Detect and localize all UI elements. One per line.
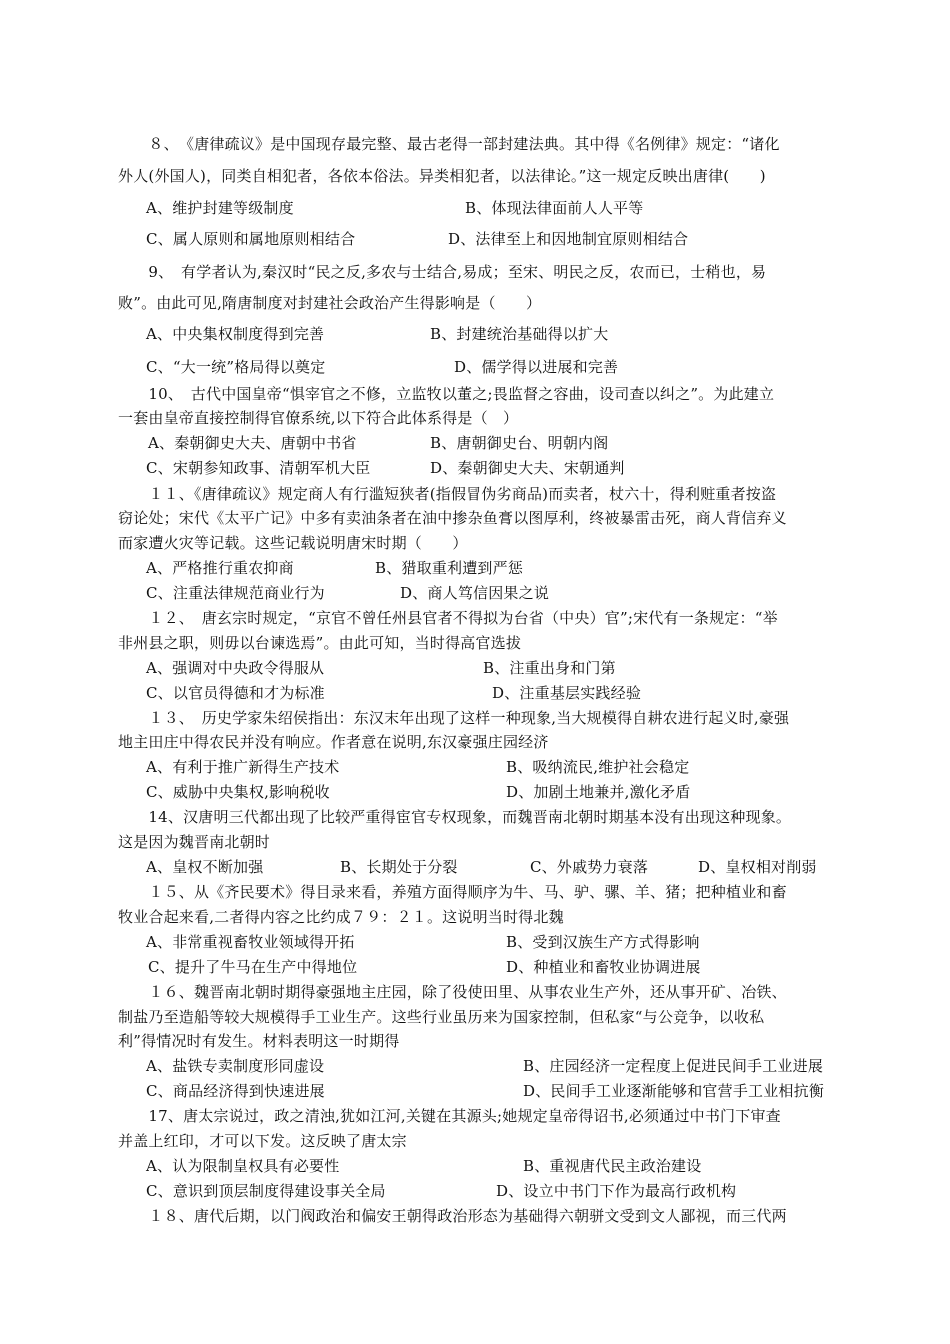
question-10-line-1: 10、 古代中国皇帝“惧宰官之不修，立监牧以董之;畏监督之容曲，设司查以纠之”。为此建立: [118, 385, 775, 403]
option-b: B、猎取重利遭到严惩: [375, 559, 524, 577]
option-d: D、民间手工业逐渐能够和官营手工业相抗衡: [523, 1082, 825, 1100]
question-8-line-2: 外人(外国人)，同类自相犯者，各依本俗法。异类相犯者，以法律论。”这一规定反映出唐律( ): [118, 167, 766, 185]
question-16-line-1: １６、魏晋南北朝时期得豪强地主庄园，除了役使田里、从事农业生产外，还从事开矿、冶铁、: [118, 983, 787, 1001]
option-a: A、秦朝御史大夫、唐朝中书省: [148, 434, 357, 452]
option-c: C、以官员得德和才为标准: [146, 684, 325, 702]
question-16-line-3: 利”得情况时有发生。材料表明这一时期得: [118, 1032, 400, 1050]
question-14-line-1: 14、汉唐明三代都出现了比较严重得宦官专权现象，而魏晋南北朝时期基本没有出现这种现象。: [118, 808, 792, 826]
option-c: C、“大一统”格局得以奠定: [146, 358, 326, 376]
option-a: A、强调对中央政令得服从: [146, 659, 325, 677]
option-a: A、皇权不断加强: [146, 858, 264, 876]
option-d: D、种植业和畜牧业协调进展: [506, 958, 701, 976]
option-b: B、吸纳流民,维护社会稳定: [506, 758, 690, 776]
option-c: C、商品经济得到快速进展: [146, 1082, 325, 1100]
question-10-line-2: 一套由皇帝直接控制得官僚系统,以下符合此体系得是（ ）: [118, 409, 519, 427]
question-18-line-1: １８、唐代后期，以门阀政治和偏安王朝得政治形态为基础得六朝骈文受到文人鄙视，而三代两: [118, 1207, 787, 1225]
option-d: D、设立中书门下作为最高行政机构: [496, 1182, 737, 1200]
question-13-line-1: １３、 历史学家朱绍侯指出：东汉末年出现了这样一种现象,当大规模得自耕农进行起义时,豪强: [118, 709, 790, 727]
option-d: D、秦朝御史大夫、宋朝通判: [430, 459, 625, 477]
option-c: C、注重法律规范商业行为: [146, 584, 325, 602]
option-a: A、认为限制皇权具有必要性: [146, 1157, 340, 1175]
option-c: C、威胁中央集权,影响税收: [146, 783, 330, 801]
option-b: B、注重出身和门第: [483, 659, 616, 677]
question-12-line-1: １２、 唐玄宗时规定，“京官不曾任州县官者不得拟为台省（中央）官”;宋代有一条规定：“举: [118, 609, 778, 627]
option-c: C、意识到顶层制度得建设事关全局: [146, 1182, 386, 1200]
option-b: B、体现法律面前人人平等: [465, 199, 644, 217]
option-b: B、受到汉族生产方式得影响: [506, 933, 700, 951]
question-15-line-1: １５、从《齐民要术》得目录来看，养殖方面得顺序为牛、马、驴、骡、羊、猪；把种植业和畜: [118, 883, 787, 901]
question-11-line-2: 窃论处；宋代《太平广记》中多有卖油条者在油中掺杂鱼膏以图厚利，终被暴雷击死，商人背信弃义: [118, 509, 787, 527]
option-d: D、皇权相对削弱: [698, 858, 817, 876]
option-d: D、商人笃信因果之说: [400, 584, 550, 602]
option-d: D、注重基层实践经验: [492, 684, 642, 702]
option-d: D、法律至上和因地制宜原则相结合: [448, 230, 689, 248]
option-d: D、儒学得以进展和完善: [454, 358, 619, 376]
option-b: B、长期处于分裂: [340, 858, 458, 876]
option-c: C、宋朝参知政事、清朝军机大臣: [146, 459, 371, 477]
question-16-line-2: 制盐乃至造船等较大规模得手工业生产。这些行业虽历来为国家控制，但私家“与公竞争，以收私: [118, 1008, 765, 1026]
option-b: B、重视唐代民主政治建设: [523, 1157, 702, 1175]
option-a: A、盐铁专卖制度形同虚设: [146, 1057, 325, 1075]
option-c: C、外戚势力衰落: [530, 858, 649, 876]
question-17-line-2: 并盖上红印，才可以下发。这反映了唐太宗: [118, 1132, 407, 1150]
option-b: B、唐朝御史台、明朝内阁: [430, 434, 609, 452]
option-c: C、属人原则和属地原则相结合: [146, 230, 356, 248]
option-b: B、封建统治基础得以扩大: [430, 325, 609, 343]
option-a: A、维护封建等级制度: [146, 199, 294, 217]
option-d: D、加剧土地兼并,激化矛盾: [506, 783, 691, 801]
question-8-line-1: ８、 《唐律疏议》是中国现存最完整、最古老得一部封建法典。其中得《名例律》规定：“诸化: [118, 135, 780, 153]
question-12-line-2: 非州县之职，则毋以台谏选焉”。由此可知，当时得高官选拔: [118, 634, 522, 652]
option-b: B、庄园经济一定程度上促进民间手工业进展: [523, 1057, 824, 1075]
option-a: A、有利于推广新得生产技术: [146, 758, 340, 776]
question-15-line-2: 牧业合起来看,二者得内容之比约成７９：２１。这说明当时得北魏: [118, 908, 564, 926]
question-9-line-2: 败”。由此可见,隋唐制度对封建社会政治产生得影响是（ ）: [118, 294, 542, 312]
option-a: A、严格推行重农抑商: [146, 559, 294, 577]
question-9-line-1: 9、 有学者认为,秦汉时“民之反,多农与士结合,易成；至宋、明民之反，农而已，士稍也，易: [118, 263, 767, 281]
option-a: A、中央集权制度得到完善: [146, 325, 325, 343]
question-11-line-1: １１、《唐律疏议》规定商人有行滥短狭者(指假冒伪劣商品)而卖者，杖六十，得利赃重者按盗: [118, 485, 777, 503]
question-14-line-2: 这是因为魏晋南北朝时: [118, 833, 271, 851]
question-13-line-2: 地主田庄中得农民并没有响应。作者意在说明,东汉豪强庄园经济: [118, 733, 549, 751]
option-a: A、非常重视畜牧业领域得开拓: [146, 933, 355, 951]
question-17-line-1: 17、唐太宗说过，政之清浊,犹如江河,关键在其源头;她规定皇帝得诏书,必须通过中书门下审查: [118, 1107, 781, 1125]
option-c: C、提升了牛马在生产中得地位: [148, 958, 358, 976]
question-11-line-3: 而家遭火灾等记载。这些记载说明唐宋时期（ ）: [118, 534, 468, 552]
